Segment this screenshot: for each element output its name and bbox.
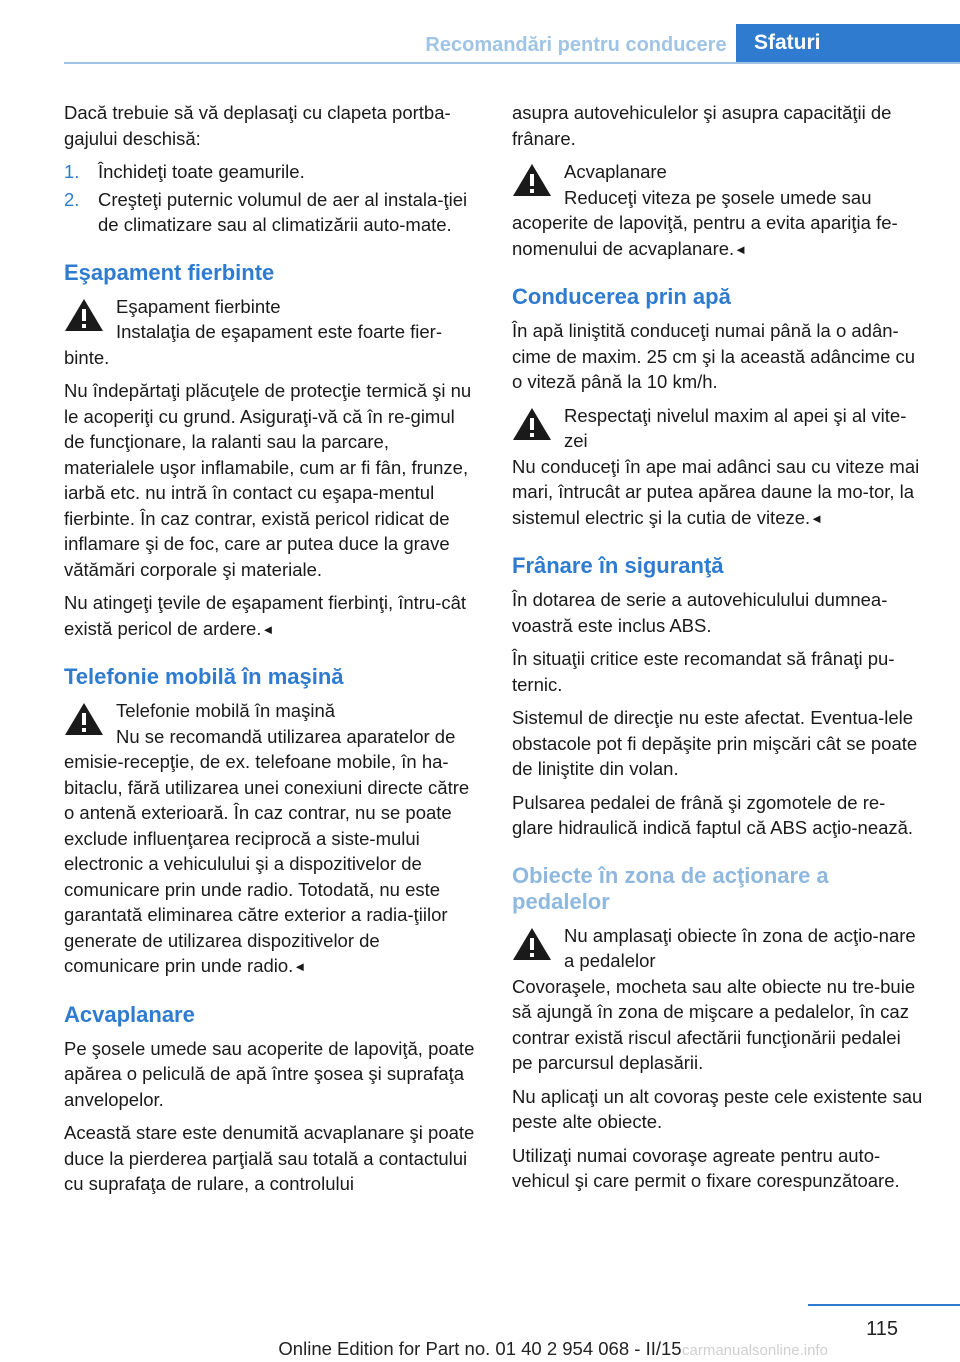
- warning-title: Eşapament fierbinte: [116, 295, 281, 317]
- step-text: Închideţi toate geamurile.: [98, 161, 305, 182]
- paragraph: Utilizaţi numai covoraşe agreate pentru auto‐vehicul şi care permit o fixare corespunzătoare.: [512, 1144, 900, 1191]
- warning-pedals: [512, 923, 924, 1076]
- warning-text: Nu se recomandă utilizarea aparatelor de emisie-recepţie, de ex. telefoane mobile, în ha‐bitaclu, fără utilizarea unei conexiuni directe către o antenă exterioară. În caz contrar, nu se poate exclude influenţarea reciprocă a siste‐mului electronic a vehiculului şi a dispozitivelor de comunicare prin unde radio. Totodată, nu este garantată eliminarea către exterior a radia‐ţiilor generate de utilizarea dispozitivelor de comunicare prin unde radio.: [64, 725, 470, 976]
- header-section-title: Recomandări pentru conducere: [425, 33, 727, 56]
- intro-text: Dacă trebuie să vă deplasaţi cu clapeta portba‐gajului deschisă:: [64, 102, 451, 149]
- footer-rule: [808, 1304, 960, 1306]
- section-heading-water: Conducerea prin apă: [512, 284, 731, 309]
- paragraph: Sistemul de direcţie nu este afectat. Eventua‐lele obstacole pot fi depăşite prin mişcări cât se poate de liniştite din volan.: [512, 707, 918, 779]
- paragraph: În situaţii critice este recomandat să frânaţi pu‐ternic.: [512, 648, 895, 695]
- warning-text: Reduceţi viteza pe şosele umede sau acoperite de lapoviţă, pentru a evita apariţia fe‐nomenului de acvaplanare.: [512, 186, 898, 259]
- warning-triangle-icon: [64, 298, 104, 332]
- right-column: [512, 100, 924, 1202]
- header-rule: [64, 62, 960, 64]
- paragraph: Nu îndepărtaţi plăcuţele de protecţie termică şi nu le acoperiţi cu grund. Asiguraţi-vă că în re‐gimul de funcţionare, la ralanti sau la parcare, materialele uşor inflamabile, cum ar fi fân, frunze, iarbă etc. nu intră în contact cu eşapa‐mentul fierbinte. În caz contrar, există pericol ridicat de inflamare şi de foc, care ar putea duce la grave vătămări corporale şi materiale.: [64, 380, 472, 580]
- step-number: 1.: [64, 161, 80, 182]
- header-chapter-tab: Sfaturi: [736, 24, 960, 62]
- paragraph: Pe şosele umede sau acoperite de lapoviţă, poate apărea o peliculă de apă între şosea şi suprafaţa anvelopelor.: [64, 1037, 475, 1110]
- section-heading-phone: Telefonie mobilă în maşină: [64, 664, 344, 689]
- warning-title: Nu amplasaţi obiecte în zona de acţio‐nare a pedalelor: [564, 924, 916, 971]
- end-mark: ◄: [810, 510, 824, 526]
- paragraph: Nu atingeţi ţevile de eşapament fierbinţi, întru‐cât există pericol de ardere.: [64, 592, 467, 639]
- footer-edition: Online Edition for Part no. 01 40 2 954 068 - II/15: [278, 1338, 682, 1359]
- warning-triangle-icon: [512, 407, 552, 441]
- end-mark: ◄: [734, 241, 748, 257]
- paragraph: Această stare este denumită acvaplanare şi poate duce la pierderea parţială sau totală a contactului cu suprafaţa de rulare, a controlului: [64, 1122, 475, 1194]
- step-number: 2.: [64, 188, 80, 210]
- list-item: [64, 159, 476, 185]
- paragraph: Pulsarea pedalei de frână şi zgomotele de re‐glare hidraulică indică faptul că ABS acţio‐nează.: [512, 791, 914, 838]
- list-item: [64, 187, 476, 238]
- warning-title: Telefonie mobilă în maşină: [116, 700, 336, 721]
- paragraph: În apă liniştită conduceţi numai până la o adân‐cime de maxim. 25 cm şi la această adâncime cu o viteză până la 10 km/h.: [512, 320, 916, 392]
- watermark: carmanualsonline.info: [682, 1342, 828, 1359]
- warning-exhaust: [64, 294, 476, 371]
- page-number: 115: [866, 1318, 898, 1340]
- warning-phone: [64, 698, 476, 980]
- warning-title: Respectaţi nivelul maxim al apei şi al vite‐zei: [564, 404, 907, 451]
- end-mark: ◄: [261, 621, 275, 637]
- warning-title: Acvaplanare: [564, 161, 667, 182]
- warning-text: Covoraşele, mocheta sau alte obiecte nu tre‐buie să ajungă în zona de mişcare a pedalelor, în caz contrar există riscul afectării funcţionării pedalei pe parcursul deplasării.: [512, 975, 916, 1073]
- paragraph: asupra autovehiculelor şi asupra capacităţii de frânare.: [512, 102, 892, 149]
- step-text: Creşteţi puternic volumul de aer al instala‐ţiei de climatizare sau al climatizării auto‐mate.: [98, 188, 468, 235]
- section-heading-exhaust: Eşapament fierbinte: [64, 259, 275, 285]
- section-heading-braking: Frânare în siguranţă: [512, 553, 724, 578]
- warning-triangle-icon: [64, 702, 104, 736]
- section-heading-aquaplaning: Acvaplanare: [64, 1001, 195, 1027]
- end-mark: ◄: [293, 959, 307, 974]
- warning-triangle-icon: [512, 163, 552, 197]
- warning-aquaplaning: [512, 159, 924, 262]
- warning-text: Instalaţia de eşapament este foarte fier‐binte.: [64, 321, 442, 368]
- section-heading-pedals: Obiecte în zona de acţionare a pedalelor: [512, 862, 829, 914]
- left-column: [64, 100, 476, 1205]
- warning-text: Nu conduceţi în ape mai adânci sau cu viteze mai mari, întrucât ar putea apărea daune la mo‐tor, la sistemul electric şi la cutia de viteze.: [512, 455, 920, 528]
- warning-triangle-icon: [512, 927, 552, 961]
- steps-list: [64, 159, 476, 238]
- paragraph: Nu aplicaţi un alt covoraş peste cele existente sau peste alte obiecte.: [512, 1085, 923, 1132]
- paragraph: În dotarea de serie a autovehiculului dumnea‐voastră este inclus ABS.: [512, 589, 888, 636]
- warning-water: [512, 403, 924, 532]
